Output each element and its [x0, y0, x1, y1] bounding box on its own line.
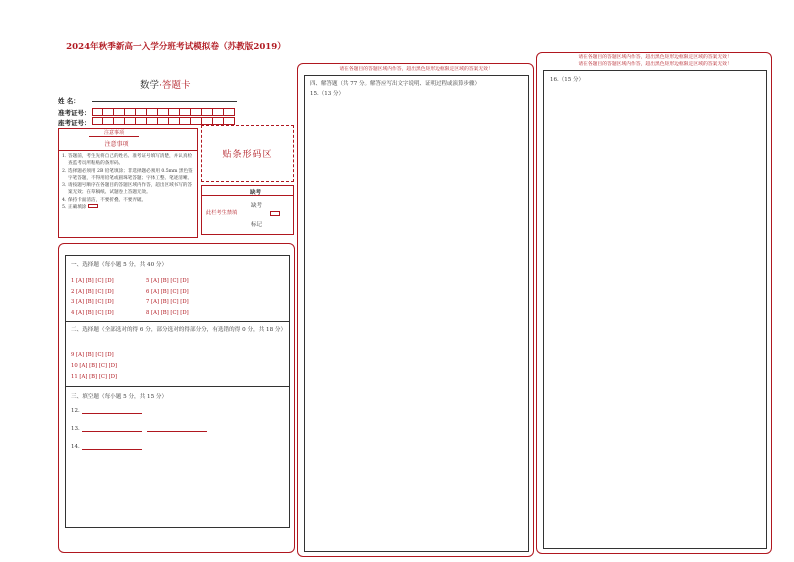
mc-row[interactable]: 1 [A] [B] [C] [D]	[71, 278, 114, 284]
mc-row[interactable]: 8 [A] [B] [C] [D]	[146, 309, 189, 316]
middle-warning: 请在各题目的答题区域内作答，超出黑色矩形边框限定区域的答案无效！	[339, 67, 493, 72]
absent-box	[201, 185, 294, 235]
name-field[interactable]	[92, 101, 237, 102]
right-answer-panel	[536, 52, 772, 554]
q12-label: 12.	[71, 408, 80, 414]
mc-row[interactable]: 11 [A] [B] [C] [D]	[71, 374, 118, 380]
barcode-area	[201, 125, 294, 182]
notice-box	[58, 128, 198, 238]
q12-blank[interactable]	[82, 413, 142, 414]
notice-item: 4． 保持卡面清洁，不要折叠、不要弄破。	[62, 197, 147, 203]
section2-rows[interactable]	[71, 350, 117, 383]
fill-sample-mark	[88, 204, 98, 208]
exam-number-grid[interactable]	[92, 108, 235, 116]
barcode-label: 贴条形码区	[222, 150, 273, 160]
q13-label: 13.	[71, 426, 80, 432]
absent-top-label: 缺考	[250, 190, 262, 196]
mc-row[interactable]: 5 [A] [B] [C] [D]	[146, 278, 189, 284]
section4-heading: 四、解答题（共 77 分。解答应写出文字说明、证明过程或演算步骤）	[310, 81, 480, 87]
mc-row[interactable]: 7 [A] [B] [C] [D]	[146, 299, 189, 305]
subject-label: 数学	[140, 80, 160, 91]
card-label: 答题卡	[162, 80, 191, 91]
sheet-title: 2024年秋季新高一入学分班考试模拟卷（苏教版2019）	[66, 42, 286, 52]
q16-answer-area[interactable]	[543, 70, 767, 549]
q16-label: 16.（15 分）	[550, 77, 584, 83]
subject-separator: ·	[159, 80, 163, 91]
mc-row[interactable]: 9 [A] [B] [C] [D]	[71, 352, 114, 358]
notice-title-outer: 注意事项	[89, 129, 139, 137]
notice-title: 注意事项	[104, 141, 129, 148]
q13-blank-2[interactable]	[147, 431, 207, 432]
q14-blank[interactable]	[82, 449, 142, 450]
seat-number-grid[interactable]	[92, 117, 235, 125]
right-warning-bottom: 请在各题目的答题区域内作答，超出黑色矩形边框限定区域的答案无效！	[578, 62, 732, 67]
q14-row[interactable]	[71, 444, 142, 450]
absent-mid-label: 缺考	[251, 203, 263, 209]
left-answer-panel	[58, 243, 295, 553]
exam-number-label: 准考证号：	[58, 109, 91, 117]
q13-row[interactable]	[71, 426, 207, 432]
section1-col2[interactable]	[146, 276, 189, 318]
right-warning-top: 请在各题目的答题区域内作答，超出黑色矩形边框限定区域的答案无效！	[578, 55, 732, 60]
q12-row[interactable]	[71, 408, 142, 414]
mc-row[interactable]: 3 [A] [B] [C] [D]	[71, 299, 114, 305]
name-label: 姓 名：	[58, 97, 80, 105]
notice-list	[59, 151, 197, 213]
absent-bottom-label: 标记	[251, 222, 263, 228]
notice-item: 2． 选择题必须用 2B 铅笔填涂；非选择题必须用 0.5mm 黑色签字笔答题，不得用铅笔或圆珠笔答题；字体工整、笔迹清晰。	[62, 168, 193, 181]
mc-row[interactable]: 4 [A] [B] [C] [D]	[71, 309, 114, 316]
middle-answer-panel	[297, 63, 534, 557]
mc-row[interactable]: 6 [A] [B] [C] [D]	[146, 288, 189, 295]
seat-number-label: 座考证号：	[58, 119, 91, 127]
notice-item: 1． 答题前，考生先将自己的姓名、准考证号填写清楚，并认真检查监考员所粘贴的条形码。	[62, 154, 193, 167]
q15-answer-area[interactable]	[304, 75, 529, 552]
notice-item: 3． 请按题号顺序在各题目的答题区域内作答，超出区域书写的答案无效；在草稿纸、试题卷上答题无效。	[62, 183, 193, 196]
absent-forbid-label: 此栏考生禁填	[206, 210, 238, 216]
section1-col1[interactable]	[71, 276, 114, 318]
q14-label: 14.	[71, 444, 80, 450]
absent-mark-box[interactable]	[270, 211, 280, 216]
notice-item: 5． 正确填涂	[62, 204, 194, 211]
section3-heading: 三、填空题（每小题 5 分，共 15 分）	[71, 394, 168, 400]
section1-heading: 一、选择题（每小题 5 分，共 40 分）	[71, 262, 168, 268]
subject-heading	[140, 77, 191, 91]
objective-section	[65, 255, 290, 528]
mc-row[interactable]: 2 [A] [B] [C] [D]	[71, 288, 114, 295]
q13-blank-1[interactable]	[82, 431, 142, 432]
section2-heading: 二、选择题（全部选对的得 6 分，部分选对的得部分分，有选错的得 0 分，共 18 分）	[71, 327, 287, 333]
mc-row[interactable]: 10 [A] [B] [C] [D]	[71, 363, 118, 369]
q15-label: 15.（13 分）	[310, 91, 344, 97]
